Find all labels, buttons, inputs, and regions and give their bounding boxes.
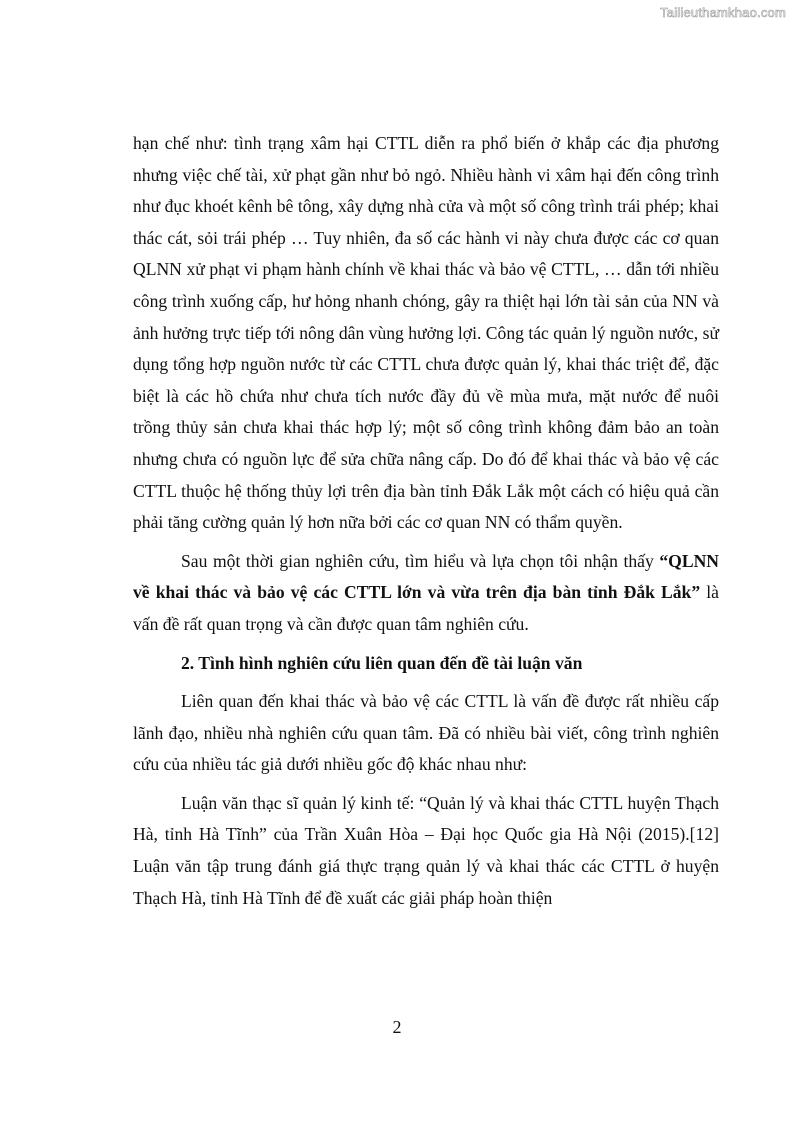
page-number: 2 <box>392 1017 402 1037</box>
watermark-text: Tailieuthamkhao.com <box>660 5 786 20</box>
paragraph-thesis-reference: Luận văn thạc sĩ quản lý kinh tế: “Quản lý và khai thác CTTL huyện Thạch Hà, tỉnh Hà Tĩnh” của Trần Xuân Hòa – Đại học Quốc gia Hà Nội (2015).[12] Luận văn tập trung đánh giá thực trạng quản lý và khai thác các CTTL ở huyện Thạch Hà, tỉnh Hà Tĩnh để đề xuất các giải pháp hoàn thiện <box>133 792 719 908</box>
paragraph-continuation: hạn chế như: tình trạng xâm hại CTTL diễn ra phổ biến ở khắp các địa phương nhưng việc chế tài, xử phạt gần như bỏ ngỏ. Nhiều hành vi xâm hại đến công trình như đục khoét kênh bê tông, xây dựng nhà cửa và một số công trình trái phép; khai thác cát, sỏi trái phép … Tuy nhiên, đa số các hành vi này chưa được các cơ quan QLNN xử phạt vi phạm hành chính về khai thác và bảo vệ CTTL, … dẫn tới nhiều công trình xuống cấp, hư hỏng nhanh chóng, gây ra thiệt hại lớn tài sản của NN và ảnh hưởng trực tiếp tới nông dân vùng hưởng lợi. Công tác quản lý nguồn nước, sử dụng tổng hợp nguồn nước từ các CTTL chưa được quản lý, khai thác triệt để, đặc biệt là các hồ chứa như chưa tích nước đầy đủ về mùa mưa, mặt nước để nuôi trồng thủy sản chưa khai thác hợp lý; một số công trình không đảm bảo an toàn nhưng chưa có nguồn lực để sửa chữa nâng cấp. Do đó để khai thác và bảo vệ các CTTL thuộc hệ thống thủy lợi trên địa bàn tỉnh Đắk Lắk một cách có hiệu quả cần phải tăng cường quản lý hơn nữa bởi các cơ quan NN có thẩm quyền. <box>133 133 719 533</box>
document-body <box>133 128 719 914</box>
thesis-title-bold: “QLNN về khai thác và bảo vệ các CTTL lớn và vừa trên địa bàn tỉnh Đắk Lắk” <box>133 550 719 603</box>
section-heading: 2. Tình hình nghiên cứu liên quan đến đề tài luận văn <box>181 652 583 673</box>
paragraph-research-overview: Liên quan đến khai thác và bảo vệ các CTTL là vấn đề được rất nhiều cấp lãnh đạo, nhiều nhà nghiên cứu quan tâm. Đã có nhiều bài viết, công trình nghiên cứu của nhiều tác giả dưới nhiều gốc độ khác nhau như: <box>133 691 719 775</box>
paragraph-tail-text: là vấn đề rất quan trọng và cần được quan tâm nghiên cứu. <box>133 582 719 634</box>
paragraph-topic-selection <box>133 546 719 641</box>
paragraph-lead-text: Sau một thời gian nghiên cứu, tìm hiểu và lựa chọn tôi nhận thấy <box>181 550 660 571</box>
